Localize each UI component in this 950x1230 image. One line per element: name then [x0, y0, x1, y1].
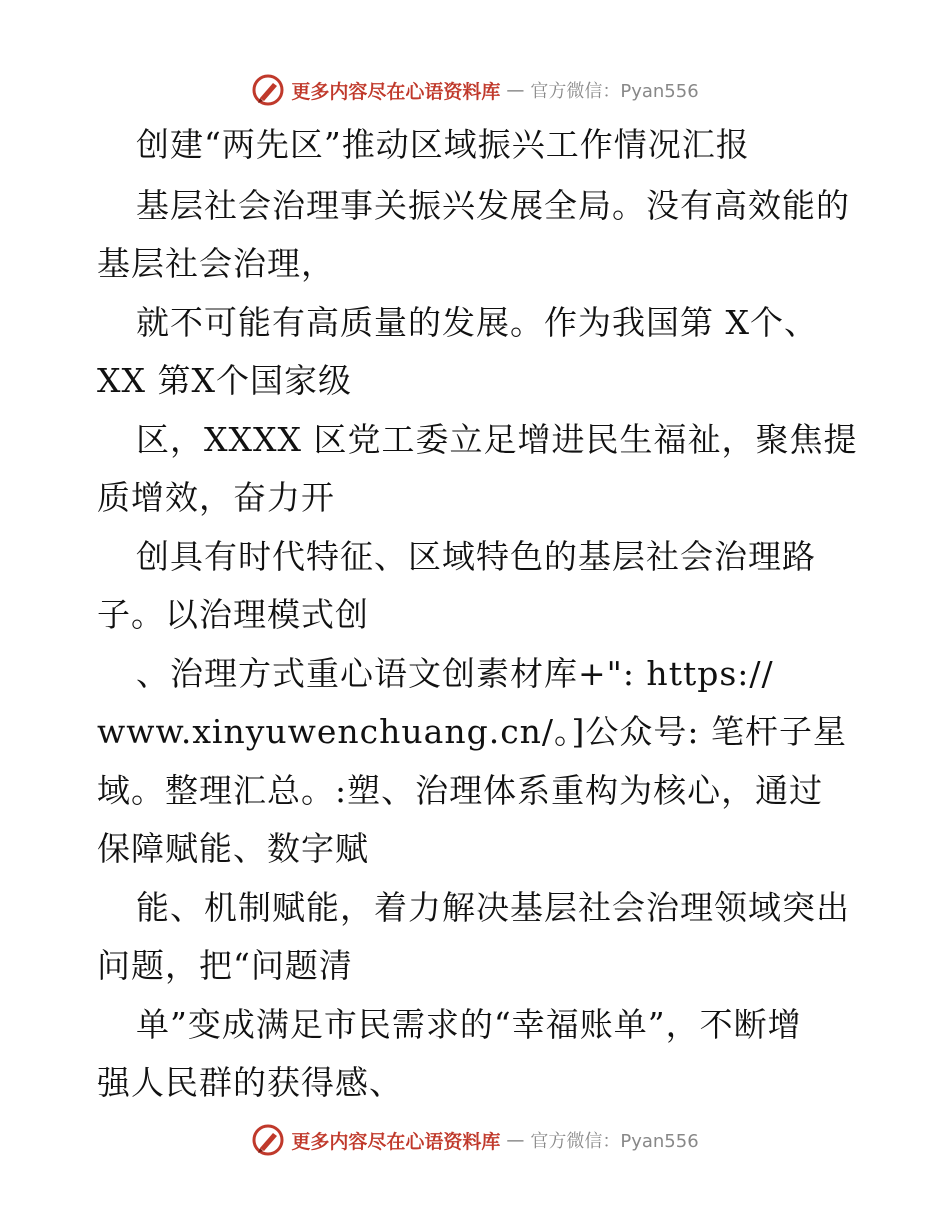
body-line: 能、机制赋能，着力解决基层社会治理领域突出: [136, 888, 850, 927]
body-line: 单”变成满足市民需求的“幸福账单”，不断增: [136, 1005, 802, 1044]
body-line: 就不可能有高质量的发展。作为我国第 X个、: [136, 303, 818, 342]
document-title: 创建“两先区”推动区域振兴工作情况汇报: [136, 125, 750, 164]
body-line: 基层社会治理，: [97, 244, 335, 283]
body-line: 质增效，奋力开: [97, 478, 335, 517]
body-line: XX 第X个国家级: [97, 361, 352, 400]
body-line: 创具有时代特征、区域特色的基层社会治理路: [136, 537, 816, 576]
body-line: 基层社会治理事关振兴发展全局。没有高效能的: [136, 186, 850, 225]
pen-logo-icon: [251, 73, 285, 107]
watermark-brand: 更多内容尽在心语资料库: [291, 80, 501, 103]
body-line: 强人民群的获得感、: [97, 1063, 403, 1102]
watermark-brand: 更多内容尽在心语资料库: [291, 1130, 501, 1153]
body-line: 保障赋能、数字赋: [97, 829, 369, 868]
body-line: 、治理方式重心语文创素材库+": https://: [136, 654, 774, 693]
body-line: 域。整理汇总。:塑、治理体系重构为核心，通过: [97, 771, 824, 810]
pen-logo-icon: [251, 1123, 285, 1157]
watermark-dash: —: [506, 1129, 525, 1151]
body-line: 问题，把“问题清: [97, 946, 353, 985]
header-watermark: [0, 70, 950, 110]
watermark-dash: —: [506, 79, 525, 101]
body-line: 区，XXXX 区党工委立足增进民生福祉，聚焦提: [136, 420, 858, 459]
watermark-contact: 官方微信：Pyan556: [530, 81, 699, 102]
footer-watermark: [0, 1120, 950, 1160]
body-line: www.xinyuwenchuang.cn/。]公众号: 笔杆子星: [97, 712, 848, 751]
body-line: 子。以治理模式创: [97, 595, 369, 634]
watermark-contact: 官方微信：Pyan556: [530, 1131, 699, 1152]
